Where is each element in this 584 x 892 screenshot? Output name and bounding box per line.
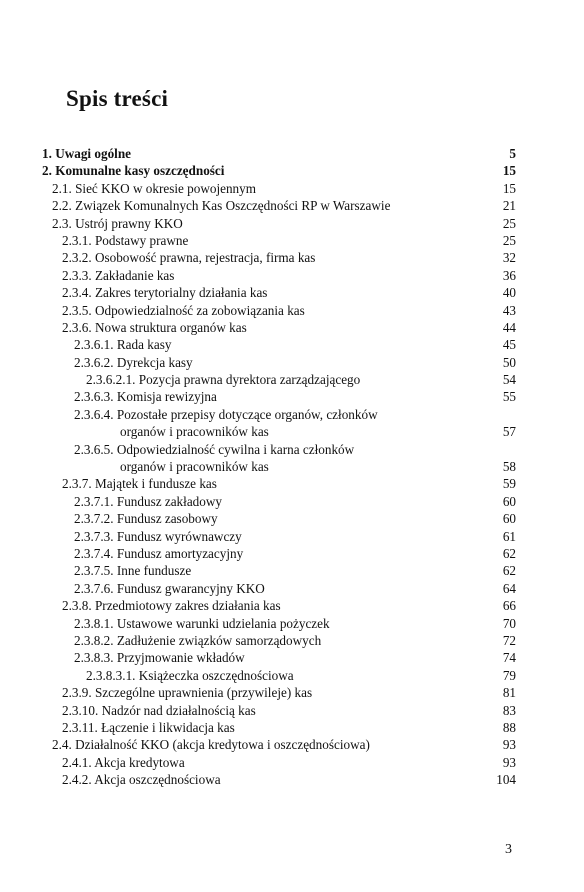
toc-entry [42, 302, 516, 319]
toc-entry-page: 62 [502, 563, 516, 579]
toc-entry-page: 70 [502, 615, 516, 631]
toc-entry [42, 510, 516, 527]
toc-entry [42, 649, 516, 666]
toc-entry-page: 43 [502, 302, 516, 318]
toc-entry-text: 2.1. Sieć KKO w okresie powojennym [52, 180, 257, 196]
toc-entry-text: 2.4.1. Akcja kredytowa [62, 754, 185, 770]
toc-entry-text: 2.2. Związek Komunalnych Kas Oszczędności RP w Warszawie [52, 198, 391, 214]
toc-entry-page: 104 [496, 772, 516, 788]
toc-entry-text: 1. Uwagi ogólne [42, 146, 132, 161]
toc-entry-text: 2.3.2. Osobowość prawna, rejestracja, firma kas [62, 250, 316, 266]
toc-entry-text: 2.3.6.1. Rada kasy [74, 337, 172, 353]
toc-entry-text: 2.3.6. Nowa struktura organów kas [62, 319, 247, 335]
toc-entry-text: 2.3.7.6. Fundusz gwarancyjny KKO [74, 580, 265, 596]
toc-entry-text: 2.3.7. Majątek i fundusze kas [62, 476, 217, 492]
toc-entry-page: 79 [502, 667, 516, 683]
toc-entry [42, 162, 516, 179]
toc-entry [42, 597, 516, 614]
toc-entry-page: 45 [502, 337, 516, 353]
toc-entry-text: 2.3.6.2.1. Pozycja prawna dyrektora zarządzającego [86, 372, 361, 388]
toc-entry [42, 493, 516, 510]
toc-entry [42, 354, 516, 371]
table-of-contents [42, 145, 516, 788]
toc-entry [42, 702, 516, 719]
toc-entry [42, 232, 516, 249]
toc-entry-text: 2.3.8.2. Zadłużenie związków samorządowych [74, 632, 322, 648]
toc-entry-page: 25 [502, 215, 516, 231]
page-title: Spis treści [66, 86, 169, 111]
toc-entry-text: 2.3.6.2. Dyrekcja kasy [74, 354, 193, 370]
toc-entry-page: 54 [502, 372, 516, 388]
toc-entry-page: 21 [502, 198, 516, 214]
toc-entry [42, 215, 516, 232]
page-number: 3 [505, 842, 512, 857]
toc-entry-text: 2.3.5. Odpowiedzialność za zobowiązania kas [62, 302, 305, 318]
toc-entry-text: 2.3.1. Podstawy prawne [62, 232, 189, 248]
toc-entry-text: 2.3.4. Zakres terytorialny działania kas [62, 285, 268, 301]
toc-entry-text: 2.3.7.2. Fundusz zasobowy [74, 511, 218, 527]
toc-entry-page: 88 [502, 719, 516, 735]
toc-entry-text: 2.3.7.4. Fundusz amortyzacyjny [74, 546, 244, 562]
toc-entry-text: 2.4. Działalność KKO (akcja kredytowa i oszczędnościowa) [52, 737, 370, 753]
toc-entry-text: 2.3.7.1. Fundusz zakładowy [74, 493, 222, 509]
toc-entry [42, 180, 516, 197]
toc-entry [42, 545, 516, 562]
toc-entry [42, 771, 516, 788]
toc-entry [42, 475, 516, 492]
toc-entry-page: 15 [502, 163, 516, 179]
toc-entry-page: 62 [502, 546, 516, 561]
toc-entry-page: 60 [502, 511, 516, 527]
toc-entry [42, 632, 516, 649]
toc-entry-text: 2.3.7.3. Fundusz wyrównawczy [74, 528, 242, 544]
toc-entry-page: 32 [502, 250, 516, 266]
toc-entry-text: 2.3. Ustrój prawny KKO [52, 215, 183, 231]
toc-entry-text: 2.3.7.5. Inne fundusze [74, 563, 192, 579]
toc-entry-text: 2.4.2. Akcja oszczędnościowa [62, 772, 221, 788]
toc-entry-line1: 2.3.6.4. Pozostałe przepisy dotyczące organów, członków [74, 406, 378, 422]
toc-entry-page: 74 [502, 650, 516, 666]
toc-entry-text: 2.3.8.1. Ustawowe warunki udzielania pożyczek [74, 615, 330, 631]
toc-entry-text [74, 441, 354, 476]
toc-entry [42, 197, 516, 214]
toc-entry [42, 719, 516, 736]
toc-entry-text: 2.3.11. Łączenie i likwidacja kas [62, 719, 235, 735]
toc-entry-page: 66 [502, 598, 516, 614]
toc-entry [42, 441, 516, 476]
toc-entry [42, 267, 516, 284]
toc-entry-page: 93 [502, 754, 516, 770]
toc-entry-text: 2.3.8.3. Przyjmowanie wkładów [74, 650, 245, 666]
toc-entry [42, 684, 516, 701]
toc-entry-page: 60 [502, 493, 516, 509]
toc-entry-text: 2.3.10. Nadzór nad działalnością kas [62, 702, 256, 718]
toc-entry-page: 55 [502, 389, 516, 405]
toc-entry-page: 36 [502, 267, 516, 283]
toc-entry-text: 2.3.3. Zakładanie kas [62, 267, 175, 283]
toc-entry [42, 528, 516, 545]
toc-entry-page: 25 [502, 232, 516, 248]
toc-entry-text: 2.3.6.3. Komisja rewizyjna [74, 389, 217, 405]
toc-entry [42, 754, 516, 771]
toc-entry-line2: organów i pracowników kas [120, 459, 269, 475]
toc-entry-page: 15 [502, 180, 516, 196]
toc-entry-page: 61 [502, 528, 516, 544]
toc-entry [42, 249, 516, 266]
toc-entry-page: 5 [509, 145, 516, 161]
toc-entry [42, 284, 516, 301]
toc-entry [42, 388, 516, 405]
toc-entry [42, 145, 516, 162]
toc-entry [42, 615, 516, 632]
toc-entry-text: 2.3.8. Przedmiotowy zakres działania kas [62, 598, 281, 614]
toc-entry-page: 59 [502, 476, 516, 492]
toc-entry-text: 2.3.9. Szczególne uprawnienia (przywileje) kas [62, 685, 313, 701]
toc-entry-page: 64 [502, 580, 516, 596]
toc-entry-page: 93 [502, 737, 516, 753]
toc-entry [42, 406, 516, 441]
toc-entry-line1: 2.3.6.5. Odpowiedzialność cywilna i karna członków [74, 441, 355, 457]
toc-entry [42, 371, 516, 388]
toc-entry [42, 319, 516, 336]
toc-entry-text: 2. Komunalne kasy oszczędności [42, 163, 225, 179]
toc-entry-page: 50 [502, 354, 516, 370]
toc-entry-page: 40 [502, 285, 516, 301]
toc-entry [42, 736, 516, 753]
toc-entry [42, 667, 516, 684]
toc-entry-line2: organów i pracowników kas [120, 424, 269, 440]
toc-entry-page: 57 [502, 424, 516, 440]
toc-entry [42, 336, 516, 353]
toc-entry-text [74, 406, 378, 441]
toc-entry-text: 2.3.8.3.1. Książeczka oszczędnościowa [86, 667, 294, 683]
toc-entry-page: 72 [502, 632, 516, 648]
toc-entry [42, 562, 516, 579]
toc-entry-page: 44 [502, 319, 516, 335]
toc-entry-page: 83 [502, 702, 516, 718]
toc-entry [42, 580, 516, 597]
toc-entry-page: 81 [502, 685, 516, 701]
toc-entry-page: 58 [502, 459, 516, 475]
